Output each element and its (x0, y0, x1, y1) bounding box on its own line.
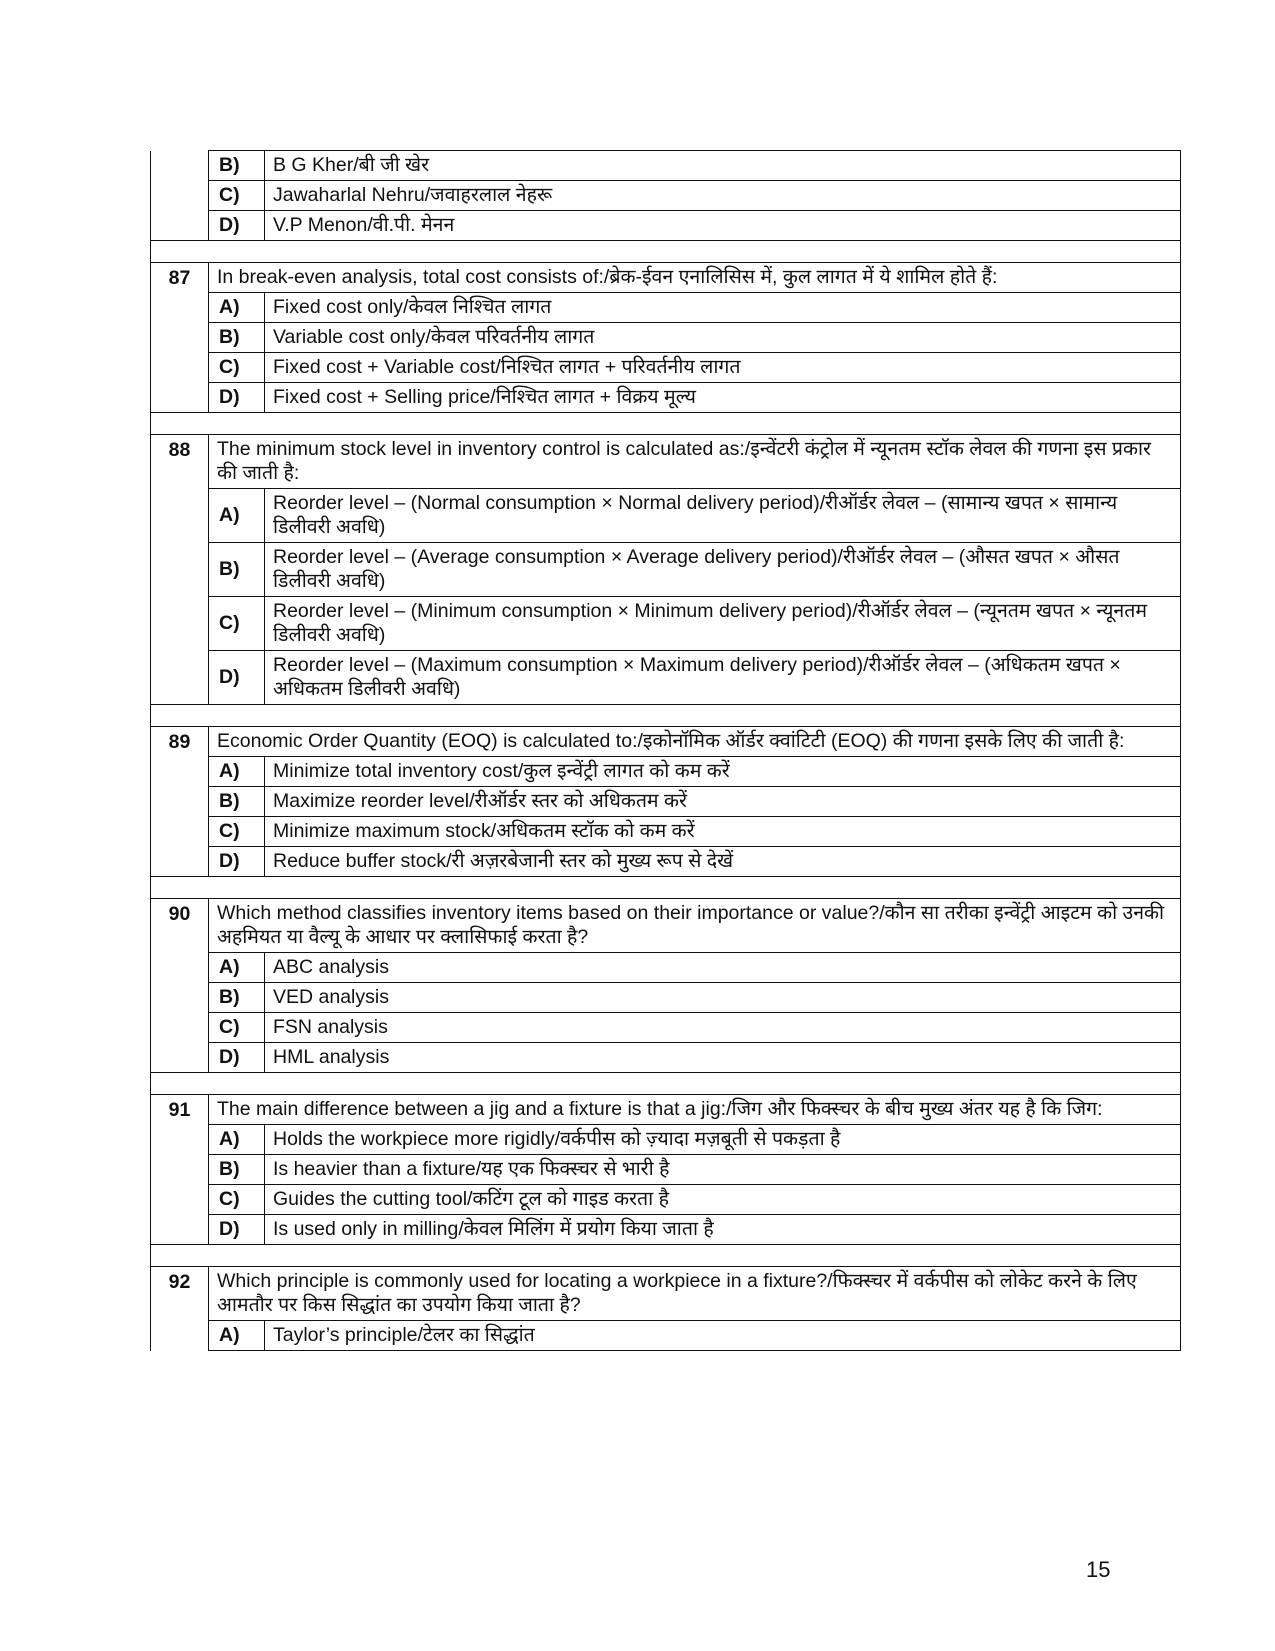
spacer-cell (151, 1073, 1181, 1095)
option-letter: B) (209, 787, 265, 817)
question-text: In break-even analysis, total cost consists of:/ब्रेक-ईवन एनालिसिस में, कुल लागत में ये शामिल होते हैं: (209, 263, 1181, 293)
option-text: Guides the cutting tool/कटिंग टूल को गाइड करता है (265, 1185, 1181, 1215)
question-text: Which method classifies inventory items based on their importance or value?/कौन सा तरीका इन्वेंट्री आइटम को उनकी अहमियत या वैल्यू के आधार पर क्लासिफाई करता है? (209, 899, 1181, 953)
option-letter: A) (209, 1125, 265, 1155)
question-text: Economic Order Quantity (EOQ) is calculated to:/इकोनॉमिक ऑर्डर क्वांटिटी (EOQ) की गणना इसके लिए की जाती है: (209, 727, 1181, 757)
option-row (151, 293, 1181, 323)
option-text: Fixed cost + Variable cost/निश्चित लागत + परिवर्तनीय लागत (265, 353, 1181, 383)
option-letter: B) (209, 151, 265, 181)
option-text: HML analysis (265, 1043, 1181, 1073)
spacer-row (151, 705, 1181, 727)
option-row (151, 1013, 1181, 1043)
option-letter: C) (209, 597, 265, 651)
option-text: Reorder level – (Minimum consumption × Minimum delivery period)/रीऑर्डर लेवल – (न्यूनतम खपत × न्यूनतम डिलीवरी अवधि) (265, 597, 1181, 651)
spacer-cell (151, 877, 1181, 899)
option-row (151, 651, 1181, 705)
question-row (151, 1095, 1181, 1125)
option-letter: B) (209, 983, 265, 1013)
option-text: Reorder level – (Average consumption × Average delivery period)/रीऑर्डर लेवल – (औसत खपत × औसत डिलीवरी अवधि) (265, 543, 1181, 597)
option-row (151, 1043, 1181, 1073)
option-letter: C) (209, 1013, 265, 1043)
option-text: Reduce buffer stock/री अज़रबेजानी स्तर को मुख्य रूप से देखें (265, 847, 1181, 877)
option-letter: D) (209, 383, 265, 413)
option-row (151, 1125, 1181, 1155)
question-number: 88 (151, 435, 209, 705)
option-row (151, 817, 1181, 847)
option-text: Fixed cost + Selling price/निश्चित लागत + विक्रय मूल्य (265, 383, 1181, 413)
option-letter: C) (209, 817, 265, 847)
option-row (151, 597, 1181, 651)
option-text: Taylor’s principle/टेलर का सिद्धांत (265, 1321, 1181, 1351)
option-row (151, 323, 1181, 353)
option-row (151, 1155, 1181, 1185)
option-row (151, 1185, 1181, 1215)
option-letter: C) (209, 353, 265, 383)
option-letter: D) (209, 847, 265, 877)
option-letter: D) (209, 651, 265, 705)
page-number: 15 (1086, 1557, 1111, 1582)
option-letter: C) (209, 181, 265, 211)
option-row (151, 383, 1181, 413)
question-row (151, 727, 1181, 757)
option-letter: C) (209, 1185, 265, 1215)
question-row (151, 263, 1181, 293)
option-row (151, 953, 1181, 983)
question-number: 87 (151, 263, 209, 413)
question-number-cell (151, 211, 209, 241)
question-text: Which principle is commonly used for locating a workpiece in a fixture?/फिक्स्चर में वर्कपीस को लोकेट करने के लिए आमतौर पर किस सिद्धांत का उपयोग किया जाता है? (209, 1267, 1181, 1321)
option-row (151, 181, 1181, 211)
question-text: The minimum stock level in inventory control is calculated as:/इन्वेंटरी कंट्रोल में न्यूनतम स्टॉक लेवल की गणना इस प्रकार की जाती है: (209, 435, 1181, 489)
option-row (151, 757, 1181, 787)
option-letter: D) (209, 1043, 265, 1073)
option-text: Reorder level – (Maximum consumption × Maximum delivery period)/रीऑर्डर लेवल – (अधिकतम खपत × अधिकतम डिलीवरी अवधि) (265, 651, 1181, 705)
question-table (150, 150, 1181, 1351)
question-number: 91 (151, 1095, 209, 1245)
spacer-cell (151, 705, 1181, 727)
option-letter: D) (209, 211, 265, 241)
option-letter: A) (209, 293, 265, 323)
question-row (151, 899, 1181, 953)
option-letter: A) (209, 489, 265, 543)
option-text: Reorder level – (Normal consumption × Normal delivery period)/रीऑर्डर लेवल – (सामान्य खपत × सामान्य डिलीवरी अवधि) (265, 489, 1181, 543)
option-text: ABC analysis (265, 953, 1181, 983)
option-row (151, 353, 1181, 383)
option-text: Jawaharlal Nehru/जवाहरलाल नेहरू (265, 181, 1181, 211)
option-row (151, 151, 1181, 181)
option-row (151, 1321, 1181, 1351)
spacer-row (151, 1245, 1181, 1267)
option-text: Fixed cost only/केवल निश्चित लागत (265, 293, 1181, 323)
question-number: 89 (151, 727, 209, 877)
option-text: Minimize total inventory cost/कुल इन्वेंट्री लागत को कम करें (265, 757, 1181, 787)
option-letter: A) (209, 953, 265, 983)
spacer-row (151, 413, 1181, 435)
option-text: Maximize reorder level/रीऑर्डर स्तर को अधिकतम करें (265, 787, 1181, 817)
option-text: Holds the workpiece more rigidly/वर्कपीस को ज़्यादा मज़बूती से पकड़ता है (265, 1125, 1181, 1155)
option-text: B G Kher/बी जी खेर (265, 151, 1181, 181)
option-text: Variable cost only/केवल परिवर्तनीय लागत (265, 323, 1181, 353)
spacer-cell (151, 1245, 1181, 1267)
option-letter: B) (209, 1155, 265, 1185)
question-number-cell (151, 151, 209, 181)
option-letter: B) (209, 323, 265, 353)
option-row (151, 1215, 1181, 1245)
question-text: The main difference between a jig and a fixture is that a jig:/जिग और फिक्स्चर के बीच मुख्य अंतर यह है कि जिग: (209, 1095, 1181, 1125)
option-text: Is heavier than a fixture/यह एक फिक्स्चर से भारी है (265, 1155, 1181, 1185)
question-number-cell (151, 181, 209, 211)
spacer-row (151, 877, 1181, 899)
option-text: VED analysis (265, 983, 1181, 1013)
option-row (151, 847, 1181, 877)
question-number: 92 (151, 1267, 209, 1351)
option-letter: D) (209, 1215, 265, 1245)
question-row (151, 1267, 1181, 1321)
spacer-cell (151, 241, 1181, 263)
option-letter: B) (209, 543, 265, 597)
spacer-cell (151, 413, 1181, 435)
option-text: Is used only in milling/केवल मिलिंग में प्रयोग किया जाता है (265, 1215, 1181, 1245)
option-text: Minimize maximum stock/अधिकतम स्टॉक को कम करें (265, 817, 1181, 847)
option-row (151, 787, 1181, 817)
option-row (151, 211, 1181, 241)
spacer-row (151, 1073, 1181, 1095)
option-row (151, 543, 1181, 597)
option-row (151, 489, 1181, 543)
question-row (151, 435, 1181, 489)
option-text: FSN analysis (265, 1013, 1181, 1043)
question-number: 90 (151, 899, 209, 1073)
option-row (151, 983, 1181, 1013)
question-table-body (151, 151, 1181, 1351)
spacer-row (151, 241, 1181, 263)
option-letter: A) (209, 1321, 265, 1351)
option-text: V.P Menon/वी.पी. मेनन (265, 211, 1181, 241)
option-letter: A) (209, 757, 265, 787)
